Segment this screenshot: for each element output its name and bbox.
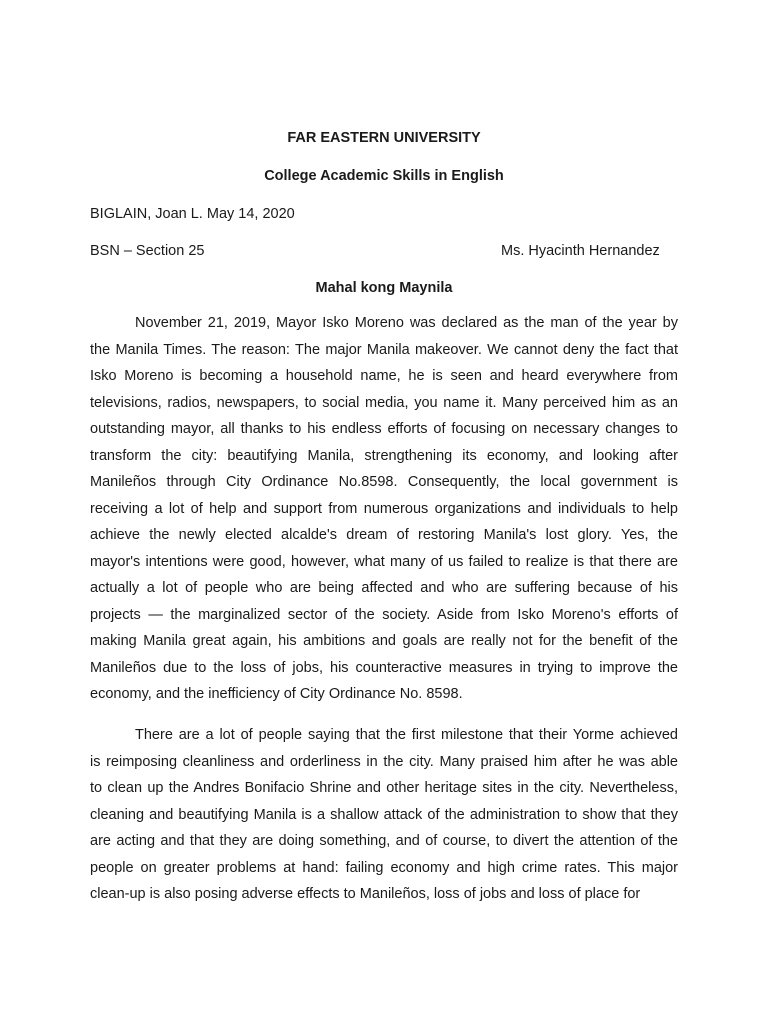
paragraph-line: cleaning and beautifying Manila is a shallow attack of the administration to show that they bbox=[90, 806, 678, 823]
paragraph-line: making Manila great again, his ambitions and goals are really not for the benefit of the bbox=[90, 633, 678, 649]
student-section: BSN – Section 25 bbox=[90, 243, 205, 259]
paragraph-2 bbox=[90, 722, 678, 908]
paragraph-line: actually a lot of people who are being affected and who are suffering because of his bbox=[90, 580, 678, 596]
paragraph-line: projects — the marginalized sector of the society. Aside from Isko Moreno's efforts of bbox=[90, 606, 678, 623]
student-name-date: BIGLAIN, Joan L. May 14, 2020 bbox=[90, 206, 295, 222]
paragraph-line: receiving a lot of help and support from numerous organizations and individuals to help bbox=[90, 500, 678, 517]
paragraph-line: Isko Moreno is becoming a household name, he is seen and heard everywhere from bbox=[90, 368, 678, 384]
paragraph-line: people on greater problems at hand: failing economy and high crime rates. This major bbox=[90, 859, 678, 876]
paragraph-line: the Manila Times. The reason: The major Manila makeover. We cannot deny the fact that bbox=[90, 341, 678, 358]
paragraph-line: transform the city: beautifying Manila, strengthening its economy, and looking after bbox=[90, 447, 678, 464]
course-title: College Academic Skills in English bbox=[264, 168, 504, 184]
paragraph-1 bbox=[90, 310, 678, 708]
paragraph-line: are acting and that they are doing something, and of course, to divert the attention of the bbox=[90, 833, 678, 849]
paragraph-line: televisions, radios, newspapers, to social media, you name it. Many perceived him as an bbox=[90, 394, 678, 411]
paragraph-line: mayor's intentions were good, however, what many of us failed to realize is that there are bbox=[90, 553, 678, 570]
paragraph-line: achieve the newly elected alcalde's dream of restoring Manila's lost glory. Yes, the bbox=[90, 527, 678, 543]
instructor-name: Ms. Hyacinth Hernandez bbox=[501, 243, 660, 259]
paragraph-line: There are a lot of people saying that the first milestone that their Yorme achieved bbox=[135, 727, 678, 743]
paragraph-line: November 21, 2019, Mayor Isko Moreno was declared as the man of the year by bbox=[135, 315, 678, 331]
paragraph-line: Manileños through City Ordinance No.8598. Consequently, the local government is bbox=[90, 474, 678, 490]
essay-title: Mahal kong Maynila bbox=[315, 280, 453, 296]
paragraph-line: is reimposing cleanliness and orderliness in the city. Many praised him after he was able bbox=[90, 753, 678, 770]
paragraph-line: Manileños due to the loss of jobs, his counteractive measures in trying to improve the bbox=[90, 659, 678, 676]
paragraph-line: clean-up is also posing adverse effects to Manileños, loss of jobs and loss of place for bbox=[90, 886, 641, 902]
paragraph-line: to clean up the Andres Bonifacio Shrine and other heritage sites in the city. Nevertheless, bbox=[90, 780, 678, 796]
paragraph-line: economy, and the inefficiency of City Ordinance No. 8598. bbox=[90, 686, 463, 702]
institution-name: FAR EASTERN UNIVERSITY bbox=[287, 130, 481, 146]
paragraph-line: outstanding mayor, all thanks to his endless efforts of focusing on necessary changes to bbox=[90, 421, 678, 437]
